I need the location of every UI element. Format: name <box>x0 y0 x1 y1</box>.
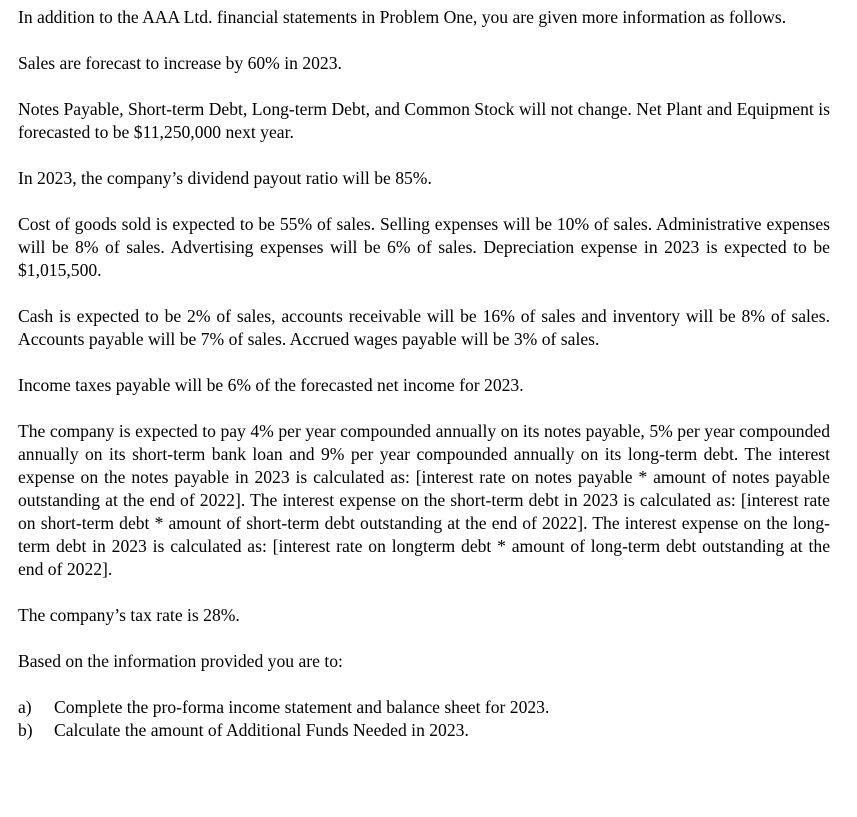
list-item-text: Calculate the amount of Additional Funds Needed in 2023. <box>54 720 469 740</box>
sales-forecast-paragraph: Sales are forecast to increase by 60% in 2023. <box>18 53 342 73</box>
income-taxes-paragraph: Income taxes payable will be 6% of the forecasted net income for 2023. <box>18 375 524 395</box>
working-capital-paragraph: Cash is expected to be 2% of sales, accounts receivable will be 16% of sales and inventory will be 8% of sales. Accounts payable will be 7% of sales. Accrued wages payable will be 3% of sales. <box>18 306 830 349</box>
document-body <box>18 6 830 742</box>
list-item <box>18 696 830 719</box>
debt-and-plant-paragraph: Notes Payable, Short-term Debt, Long-term Debt, and Common Stock will not change. Net Plant and Equipment is forecasted to be $11,250,000 next year. <box>18 99 830 142</box>
instructions-paragraph: Based on the information provided you are to: <box>18 651 343 671</box>
tax-rate-paragraph: The company’s tax rate is 28%. <box>18 605 240 625</box>
list-marker: b) <box>18 720 33 740</box>
dividend-paragraph: In 2023, the company’s dividend payout ratio will be 85%. <box>18 168 432 188</box>
interest-paragraph: The company is expected to pay 4% per year compounded annually on its notes payable, 5% per year compounded annually on its short-term bank loan and 9% per year compounded annually on its long-term debt. The interest expense on the notes payable in 2023 is calculated as: [interest rate on notes payable * amount of notes payable outstanding at the end of 2022]. The interest expense on the short-term debt in 2023 is calculated as: [interest rate on short-term debt * amount of short-term debt outstanding at the end of 2022]. The interest expense on the long-term debt in 2023 is calculated as: [interest rate on longterm debt * amount of long-term debt outstanding at the end of 2022]. <box>18 421 830 579</box>
list-marker: a) <box>18 697 32 717</box>
list-item-text: Complete the pro-forma income statement and balance sheet for 2023. <box>54 697 550 717</box>
intro-paragraph: In addition to the AAA Ltd. financial statements in Problem One, you are given more information as follows. <box>18 7 787 27</box>
task-list <box>18 696 830 742</box>
expenses-paragraph: Cost of goods sold is expected to be 55% of sales. Selling expenses will be 10% of sales. Administrative expenses will be 8% of sales. Advertising expenses will be 6% of sales. Depreciation expense in 2023 is expected to be $1,015,500. <box>18 214 830 280</box>
list-item <box>18 719 830 742</box>
